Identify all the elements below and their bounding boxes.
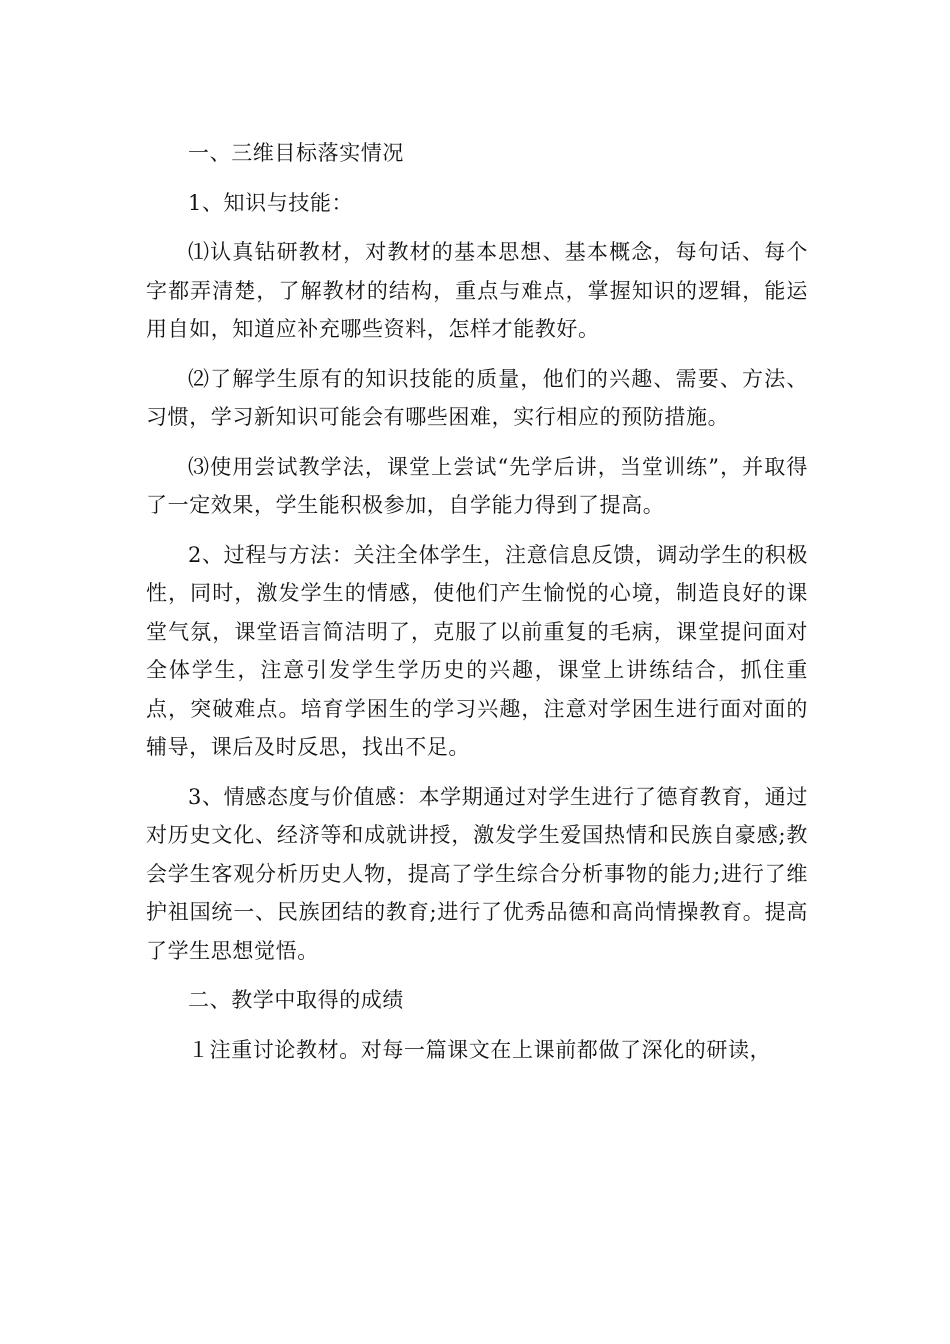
paragraph-process-method: 2、过程与方法：关注全体学生，注意信息反馈，调动学生的积极性，同时，激发学生的情感，使他们产生愉悦的心境，制造良好的课堂气氛，课堂语言简洁明了，克服了以前重复的毛病，课堂提问面对全体学生，注意引发学生学历史的兴趣，课堂上讲练结合，抓住重点，突破难点。培育学困生的学习兴趣，注意对学困生进行面对面的辅导，课后及时反思，找出不足。 — [146, 542, 808, 759]
paragraph-achievement-1: １注重讨论教材。对每一篇课文在上课前都做了深化的研读， — [188, 1037, 772, 1062]
document-body — [146, 134, 808, 1080]
paragraph-item-1: ⑴认真钻研教材，对教材的基本思想、基本概念，每句话、每个字都弄清楚，了解教材的结构，重点与难点，掌握知识的逻辑，能运用自如，知道应补充哪些资料，怎样才能教好。 — [146, 240, 808, 341]
section-heading-1: 一、三维目标落实情况 — [188, 141, 404, 165]
paragraph-item-3: ⑶使用尝试教学法，课堂上尝试“先学后讲，当堂训练”，并取得了一定效果，学生能积极参加，自学能力得到了提高。 — [146, 454, 808, 517]
paragraph-emotion-values: 3、情感态度与价值感：本学期通过对学生进行了德育教育，通过对历史文化、经济等和成就讲授，激发学生爱国热情和民族自豪感;教会学生客观分析历史人物，提高了学生综合分析事物的能力;进行了维护祖国统一、民族团结的教育;进行了优秀品德和高尚情操教育。提高了学生思想觉悟。 — [146, 784, 808, 963]
paragraph-item-2: ⑵了解学生原有的知识技能的质量，他们的兴趣、需要、方法、习惯，学习新知识可能会有哪些困难，实行相应的预防措施。 — [146, 366, 808, 429]
section-heading-2: 二、教学中取得的成绩 — [188, 988, 404, 1012]
subsection-heading-knowledge-skills: 1、知识与技能： — [188, 190, 354, 215]
